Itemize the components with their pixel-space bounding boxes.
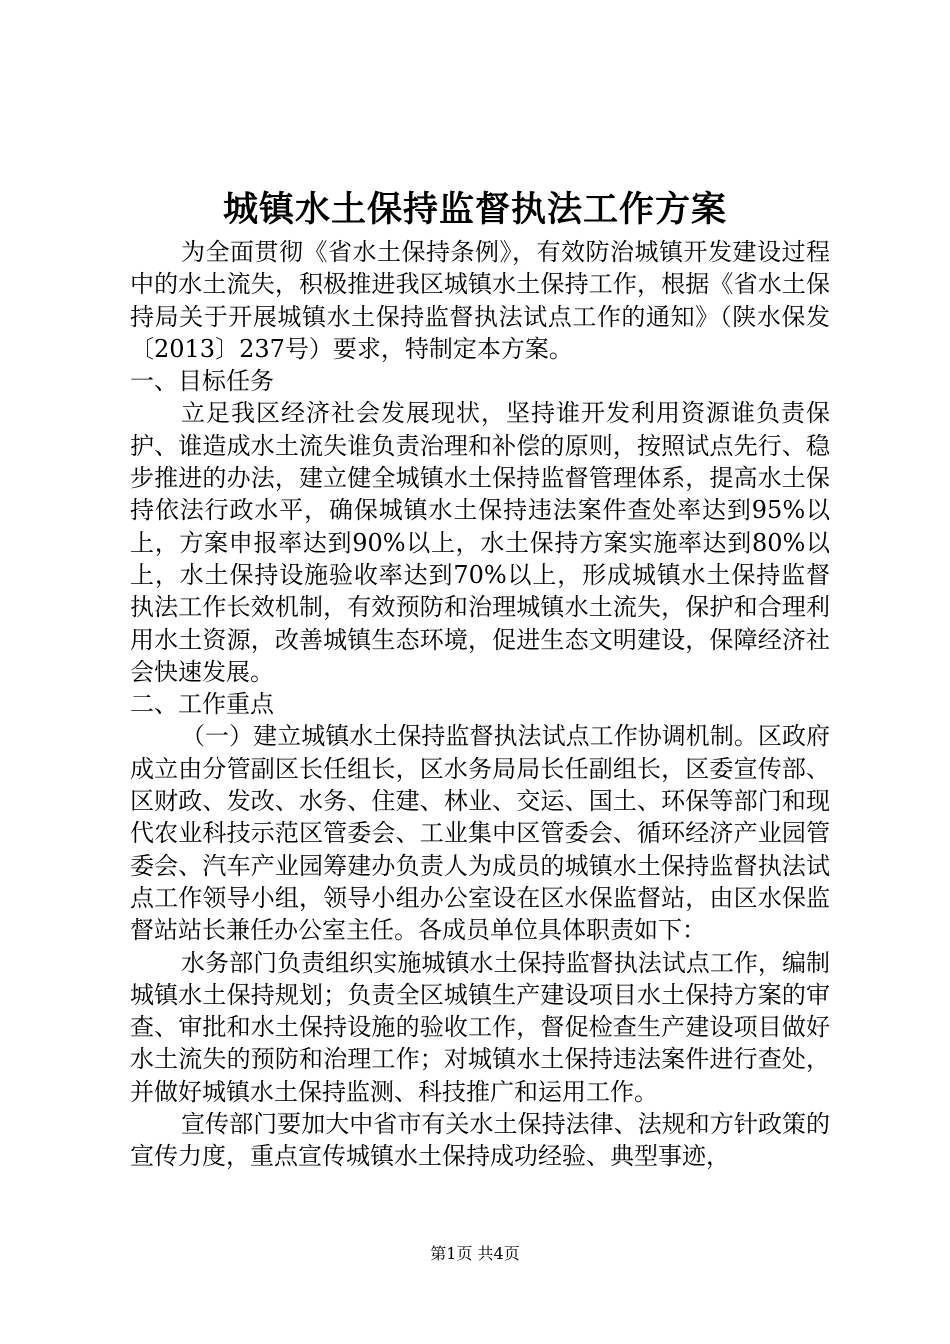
water-dept-paragraph: 水务部门负责组织实施城镇水土保持监督执法试点工作，编制城镇水土保持规划；负责全区城镇生产建设项目水土保持方案的审查、审批和水土保持设施的验收工作，督促检查生产建设项目做好水土流失的预防和治理工作；对城镇水土保持违法案件进行查处，并做好城镇水土保持监测、科技推广和运用工作。 (130, 948, 830, 1106)
goals-paragraph: 立足我区经济社会发展现状，坚持谁开发利用资源谁负责保护、谁造成水土流失谁负责治理和补偿的原则，按照试点先行、稳步推进的办法，建立健全城镇水土保持监督管理体系，提高水土保持依法行政水平，确保城镇水土保持违法案件查处率达到95%以上，方案申报率达到90%以上，水土保持方案实施率达到80%以上，水土保持设施验收率达到70%以上，形成城镇水土保持监督执法工作长效机制，有效预防和治理城镇水土流失，保护和合理利用水土资源，改善城镇生态环境，促进生态文明建设，保障经济社会快速发展。 (130, 399, 830, 686)
intro-paragraph: 为全面贯彻《省水土保持条例》，有效防治城镇开发建设过程中的水土流失，积极推进我区城镇水土保持工作，根据《省水土保持局关于开展城镇水土保持监督执法试点工作的通知》（陕水保发〔2013〕237号）要求，特制定本方案。 (130, 238, 830, 363)
section-heading-focus: 二、工作重点 (130, 690, 274, 719)
page-footer: 第1页 共4页 (430, 1244, 520, 1263)
document-body (130, 236, 830, 1173)
section-heading-goals: 一、目标任务 (130, 367, 274, 396)
document-title: 城镇水土保持监督执法工作方案 (222, 189, 727, 230)
coordination-paragraph: （一）建立城镇水土保持监督执法试点工作协调机制。区政府成立由分管副区长任组长，区水务局局长任副组长，区委宣传部、区财政、发改、水务、住建、林业、交运、国土、环保等部门和现代农业科技示范区管委会、工业集中区管委会、循环经济产业园管委会、汽车产业园筹建办负责人为成员的城镇水土保持监督执法试点工作领导小组，领导小组办公室设在区水保监督站，由区水保监督站站长兼任办公室主任。各成员单位具体职责如下： (130, 722, 830, 945)
publicity-dept-paragraph: 宣传部门要加大中省市有关水土保持法律、法规和方针政策的宣传力度，重点宣传城镇水土保持成功经验、典型事迹， (130, 1110, 830, 1171)
